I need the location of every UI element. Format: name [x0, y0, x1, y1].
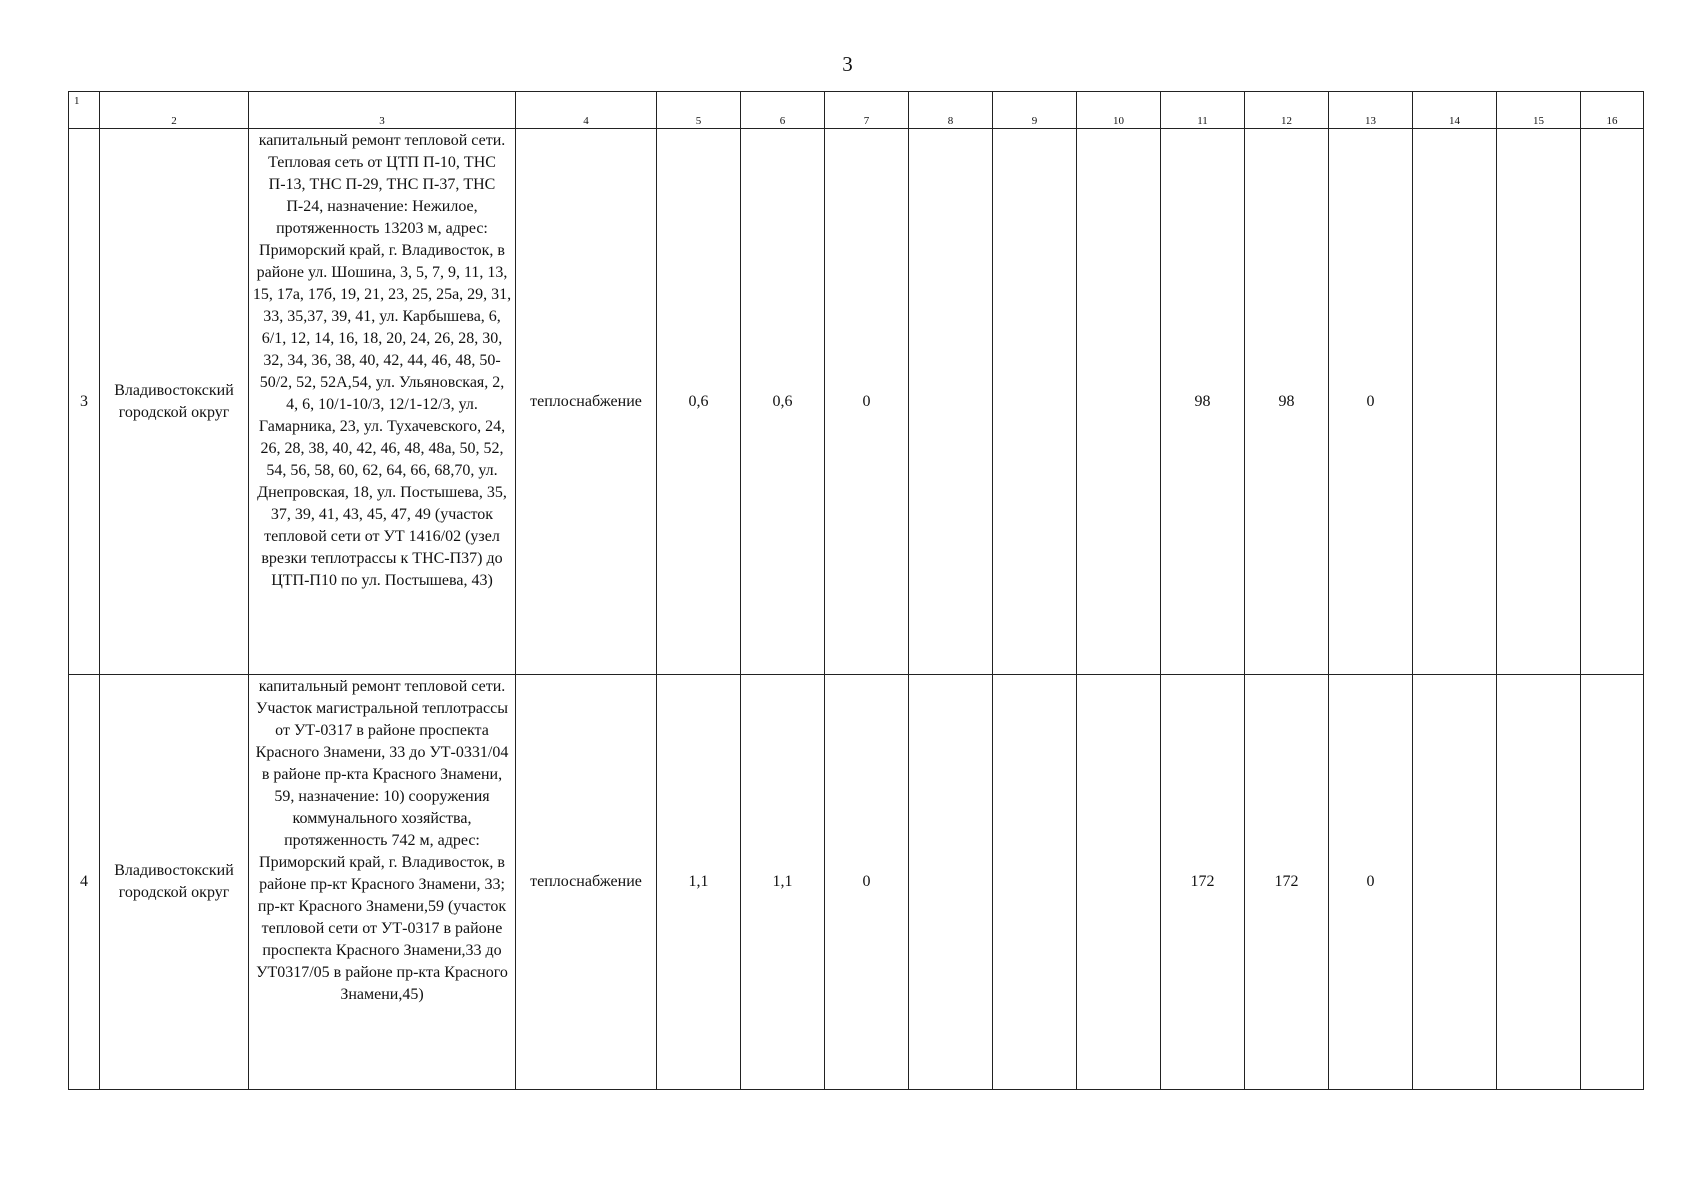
- value-cell: [909, 675, 993, 1090]
- table-row: [69, 675, 1644, 1090]
- value-cell: 0: [825, 675, 909, 1090]
- value-cell: [1497, 675, 1581, 1090]
- table-row: [69, 129, 1644, 675]
- header-cell: 13: [1329, 92, 1413, 129]
- value-cell: 0: [825, 129, 909, 675]
- value-cell: 0: [1329, 129, 1413, 675]
- description-cell: капитальный ремонт тепловой сети. Тепловая сеть от ЦТП П-10, ТНС П-13, ТНС П-29, ТНС П-37, ТНС П-24, назначение: Нежилое, протяженность 13203 м, адрес: Приморский край, г. Владивосток, в районе ул. Шошина, 3, 5, 7, 9, 11, 13, 15, 17а, 17б, 19, 21, 23, 25, 25а, 29, 31, 33, 35,37, 39, 41, ул. Карбышева, 6, 6/1, 12, 14, 16, 18, 20, 24, 26, 28, 30, 32, 34, 36, 38, 40, 42, 44, 46, 48, 50-50/2, 52, 52А,54, ул. Ульяновская, 2, 4, 6, 10/1-10/3, 12/1-12/3, ул. Гамарника, 23, ул. Тухачевского, 24, 26, 28, 38, 40, 42, 46, 48, 48а, 50, 52, 54, 56, 58, 60, 62, 64, 66, 68,70, ул. Днепровская, 18, ул. Постышева, 35, 37, 39, 41, 43, 45, 47, 49 (участок тепловой сети от УТ 1416/02 (узел врезки теплотрассы к ТНС-П37) до ЦТП-П10 по ул. Постышева, 43): [249, 129, 516, 675]
- header-cell: 10: [1077, 92, 1161, 129]
- value-cell: [993, 129, 1077, 675]
- type-cell: теплоснабжение: [516, 129, 657, 675]
- value-cell: 1,1: [657, 675, 741, 1090]
- header-cell: 9: [993, 92, 1077, 129]
- type-cell: теплоснабжение: [516, 675, 657, 1090]
- header-cell: 7: [825, 92, 909, 129]
- header-cell: 8: [909, 92, 993, 129]
- header-cell: 11: [1161, 92, 1245, 129]
- value-cell: 172: [1161, 675, 1245, 1090]
- value-cell: [1413, 129, 1497, 675]
- value-cell: 0,6: [741, 129, 825, 675]
- value-cell: [1497, 129, 1581, 675]
- value-cell: 0,6: [657, 129, 741, 675]
- region-cell: Владивостокский городской округ: [100, 129, 249, 675]
- value-cell: 98: [1161, 129, 1245, 675]
- value-cell: [1581, 675, 1644, 1090]
- value-cell: 1,1: [741, 675, 825, 1090]
- value-cell: 0: [1329, 675, 1413, 1090]
- value-cell: [909, 129, 993, 675]
- header-cell: 4: [516, 92, 657, 129]
- value-cell: 98: [1245, 129, 1329, 675]
- header-cell: 16: [1581, 92, 1644, 129]
- value-cell: [1077, 675, 1161, 1090]
- value-cell: 172: [1245, 675, 1329, 1090]
- header-cell: 14: [1413, 92, 1497, 129]
- row-number: 4: [69, 675, 100, 1090]
- header-row: [69, 92, 1644, 129]
- header-cell: 3: [249, 92, 516, 129]
- header-cell: 15: [1497, 92, 1581, 129]
- value-cell: [1413, 675, 1497, 1090]
- data-table: [68, 91, 1644, 1090]
- header-cell: 2: [100, 92, 249, 129]
- header-cell: 6: [741, 92, 825, 129]
- region-cell: Владивостокский городской округ: [100, 675, 249, 1090]
- value-cell: [1077, 129, 1161, 675]
- value-cell: [1581, 129, 1644, 675]
- description-cell: капитальный ремонт тепловой сети. Участок магистральной теплотрассы от УТ-0317 в районе проспекта Красного Знамени, 33 до УТ-0331/04 в районе пр-кта Красного Знамени, 59, назначение: 10) сооружения коммунального хозяйства, протяженность 742 м, адрес: Приморский край, г. Владивосток, в районе пр-кт Красного Знамени, 33; пр-кт Красного Знамени,59 (участок тепловой сети от УТ-0317 в районе проспекта Красного Знамени,33 до УТ0317/05 в районе пр-кта Красного Знамени,45): [249, 675, 516, 1090]
- row-number: 3: [69, 129, 100, 675]
- header-cell: 5: [657, 92, 741, 129]
- header-cell: 12: [1245, 92, 1329, 129]
- header-cell: 1: [69, 92, 100, 129]
- value-cell: [993, 675, 1077, 1090]
- page-number: 3: [842, 52, 853, 76]
